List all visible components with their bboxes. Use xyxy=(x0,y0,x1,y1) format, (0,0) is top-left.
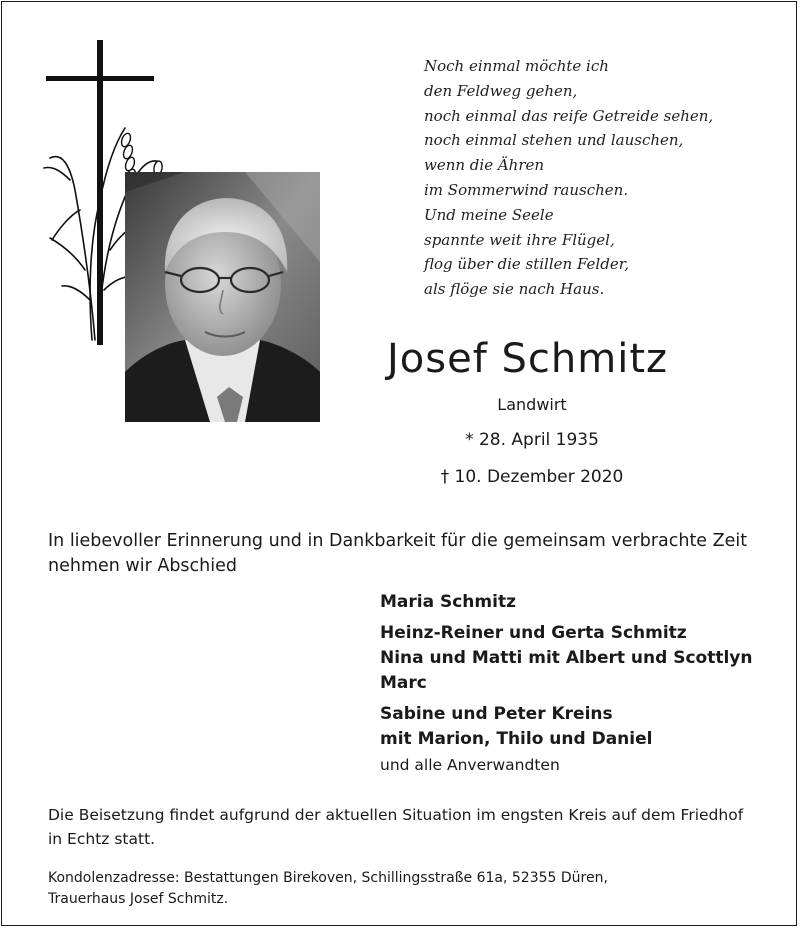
mourner-name: Nina und Matti mit Albert und Scottlyn xyxy=(380,648,753,668)
poem-line: noch einmal das reife Getreide sehen, xyxy=(424,106,714,125)
farewell-line: In liebevoller Erinnerung und in Dankbarkeit für die gemeinsam verbrachte Zeit xyxy=(48,531,748,551)
poem-line: als flöge sie nach Haus. xyxy=(424,280,605,299)
deceased-profession: Landwirt xyxy=(497,395,567,414)
condolence-address xyxy=(48,868,768,910)
burial-line: in Echtz statt. xyxy=(48,830,156,848)
mourner-group xyxy=(380,702,780,752)
mourner-group xyxy=(380,621,780,696)
mourner-name: Sabine und Peter Kreins xyxy=(380,704,613,724)
mourner-group xyxy=(380,590,780,615)
relatives-note: und alle Anverwandten xyxy=(380,756,560,774)
poem-line: im Sommerwind rauschen. xyxy=(424,180,629,199)
mourner-name: mit Marion, Thilo und Daniel xyxy=(380,729,653,749)
burial-line: Die Beisetzung findet aufgrund der aktuellen Situation im engsten Kreis auf dem Friedhof xyxy=(48,806,744,824)
portrait-photo xyxy=(125,172,320,422)
mourner-name: Marc xyxy=(380,673,427,693)
poem xyxy=(424,54,754,302)
poem-line: Und meine Seele xyxy=(424,205,554,224)
farewell-line: nehmen wir Abschied xyxy=(48,556,237,576)
mourners-list xyxy=(380,590,780,758)
obituary-notice xyxy=(1,1,797,926)
mourner-name: Heinz-Reiner und Gerta Schmitz xyxy=(380,623,687,643)
burial-info xyxy=(48,803,768,851)
condolence-line: Kondolenzadresse: Bestattungen Birekoven, Schillingsstraße 61a, 52355 Düren, xyxy=(48,870,608,886)
poem-line: spannte weit ihre Flügel, xyxy=(424,230,615,249)
death-date: † 10. Dezember 2020 xyxy=(440,467,624,487)
poem-line: noch einmal stehen und lauschen, xyxy=(424,131,684,150)
poem-line: den Feldweg gehen, xyxy=(424,81,578,100)
mourner-name: Maria Schmitz xyxy=(380,592,516,612)
poem-line: wenn die Ähren xyxy=(424,156,545,175)
poem-line: Noch einmal möchte ich xyxy=(424,57,609,75)
birth-date: * 28. April 1935 xyxy=(465,430,599,450)
deceased-name: Josef Schmitz xyxy=(387,336,669,382)
farewell-text xyxy=(48,529,768,579)
poem-line: flog über die stillen Felder, xyxy=(424,255,629,274)
condolence-line: Trauerhaus Josef Schmitz. xyxy=(48,891,229,907)
